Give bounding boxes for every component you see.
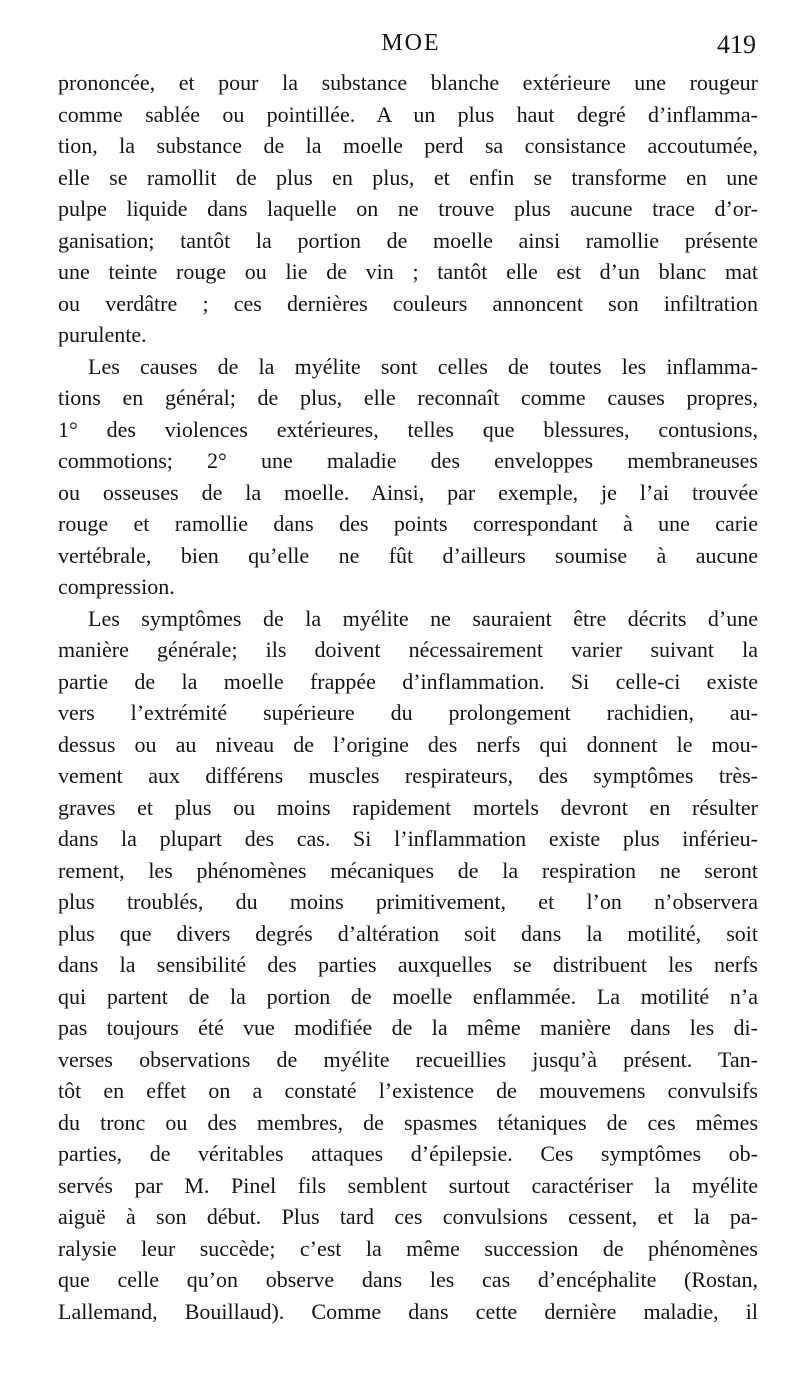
body-text	[58, 67, 758, 1327]
text-line: prononcée, et pour la substance blanche extérieure une rougeur	[58, 70, 758, 95]
text-line: dans la plupart des cas. Si l’inflammation existe plus inférieu-	[58, 826, 758, 851]
text-line: tôt en effet on a constaté l’existence de mouvemens convulsifs	[58, 1078, 758, 1103]
text-line: aiguë à son début. Plus tard ces convulsions cessent, et la pa-	[58, 1204, 758, 1229]
text-line: Les causes de la myélite sont celles de toutes les inflamma-	[88, 353, 758, 379]
text-line: partie de la moelle frappée d’inflammation. Si celle-ci existe	[58, 668, 758, 694]
text-line: plus que divers degrés d’altération soit dans la motilité, soit	[58, 920, 758, 946]
running-head	[58, 30, 764, 66]
running-title: MOE	[381, 30, 441, 56]
text-line: du tronc ou des membres, de spasmes tétaniques de ces mêmes	[58, 1109, 758, 1135]
text-line: commotions; 2° une maladie des enveloppes membraneuses	[58, 448, 758, 473]
text-line: verses observations de myélite recueillies jusqu’à présent. Tan-	[58, 1046, 758, 1072]
text-line: ou osseuses de la moelle. Ainsi, par exemple, je l’ai trouvée	[58, 479, 758, 505]
text-line: dans la sensibilité des parties auxquelles se distribuent les nerfs	[58, 952, 758, 977]
text-line: ralysie leur succède; c’est la même succession de phénomènes	[58, 1235, 758, 1261]
text-line: ganisation; tantôt la portion de moelle ainsi ramollie présente	[58, 227, 758, 253]
text-line: rement, les phénomènes mécaniques de la respiration ne seront	[58, 857, 758, 883]
text-line: purulente.	[58, 322, 147, 347]
text-line: une teinte rouge ou lie de vin ; tantôt elle est d’un blanc mat	[58, 259, 758, 284]
text-line: elle se ramollit de plus en plus, et enfin se transforme en une	[58, 164, 758, 190]
text-line: tion, la substance de la moelle perd sa consistance accoutumée,	[58, 133, 758, 158]
text-line: manière générale; ils doivent nécessairement varier suivant la	[58, 637, 758, 662]
text-line: pas toujours été vue modifiée de la même manière dans les di-	[58, 1015, 758, 1040]
text-line: vers l’extrémité supérieure du prolongement rachidien, au-	[58, 700, 758, 725]
text-line: dessus ou au niveau de l’origine des nerfs qui donnent le mou-	[58, 731, 758, 757]
text-line: servés par M. Pinel fils semblent surtout caractériser la myélite	[58, 1172, 758, 1198]
text-line: tions en général; de plus, elle reconnaît comme causes propres,	[58, 385, 758, 410]
text-line: graves et plus ou moins rapidement mortels devront en résulter	[58, 794, 758, 820]
text-line: plus troublés, du moins primitivement, et l’on n’observera	[58, 889, 758, 914]
text-line: vertébrale, bien qu’elle ne fût d’ailleurs soumise à aucune	[58, 542, 758, 568]
text-line: Lallemand, Bouillaud). Comme dans cette dernière maladie, il	[58, 1298, 758, 1324]
text-line: pulpe liquide dans laquelle on ne trouve plus aucune trace d’or-	[58, 196, 758, 221]
text-line: parties, de véritables attaques d’épilepsie. Ces symptômes ob-	[58, 1141, 758, 1166]
text-line: 1° des violences extérieures, telles que blessures, contusions,	[58, 416, 758, 442]
text-line: Les symptômes de la myélite ne sauraient être décrits d’une	[88, 605, 758, 631]
text-line: rouge et ramollie dans des points correspondant à une carie	[58, 511, 758, 536]
text-line: que celle qu’on observe dans les cas d’encéphalite (Rostan,	[58, 1267, 758, 1292]
text-line: qui partent de la portion de moelle enflammée. La motilité n’a	[58, 983, 758, 1009]
text-line: vement aux différens muscles respirateurs, des symptômes très-	[58, 763, 758, 788]
text-line: comme sablée ou pointillée. A un plus haut degré d’inflamma-	[58, 101, 758, 127]
text-line: ou verdâtre ; ces dernières couleurs annoncent son infiltration	[58, 290, 758, 316]
text-line: compression.	[58, 574, 175, 599]
page-number: 419	[717, 30, 756, 59]
